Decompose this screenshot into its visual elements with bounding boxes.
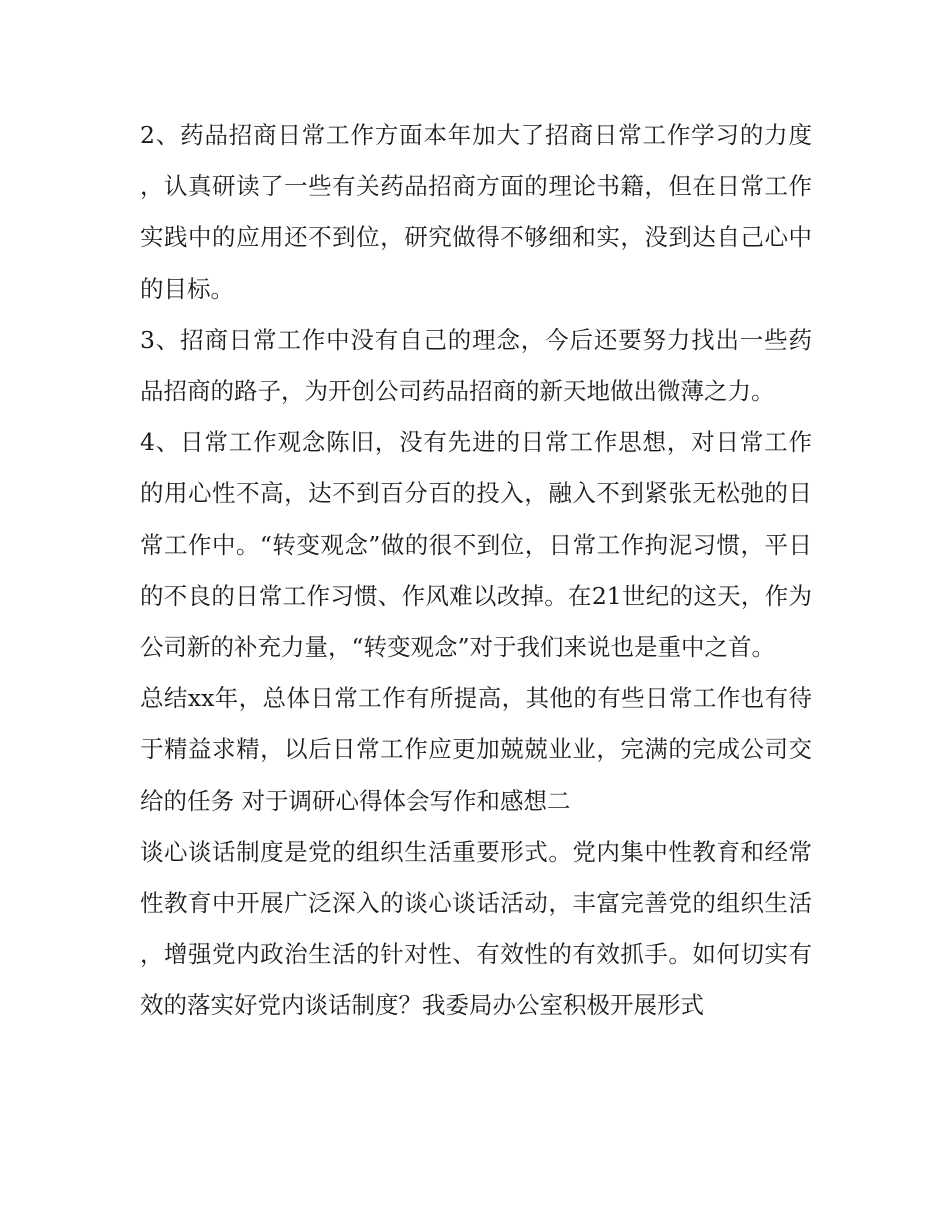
- document-body: [140, 110, 812, 1032]
- paragraph-talk-system: 谈心谈话制度是党的组织生活重要形式。党内集中性教育和经常性教育中开展广泛深入的谈心谈话活动，丰富完善党的组织生活，增强党内政治生活的针对性、有效性的有效抓手。如何切实有效的落实好党内谈话制度？我委局办公室积极开展形式: [140, 837, 812, 1020]
- paragraph-item-2: 2、药品招商日常工作方面本年加大了招商日常工作学习的力度，认真研读了一些有关药品招商方面的理论书籍，但在日常工作实践中的应用还不到位，研究做得不够细和实，没到达自己心中的目标。: [140, 121, 812, 303]
- paragraph-item-3: 3、招商日常工作中没有自己的理念，今后还要努力找出一些药品招商的路子，为开创公司药品招商的新天地做出微薄之力。: [140, 325, 812, 406]
- paragraph-summary: 总结xx年，总体日常工作有所提高，其他的有些日常工作也有待于精益求精，以后日常工作应更加兢兢业业，完满的完成公司交给的任务 对于调研心得体会写作和感想二: [140, 684, 812, 815]
- paragraph-item-4: 4、日常工作观念陈旧，没有先进的日常工作思想，对日常工作的用心性不高，达不到百分百的投入，融入不到紧张无松弛的日常工作中。“转变观念”做的很不到位，日常工作拘泥习惯，平日的不良的日常工作习惯、作风难以改掉。在21世纪的这天，作为公司新的补充力量，“转变观念”对于我们来说也是重中之首。: [140, 428, 812, 662]
